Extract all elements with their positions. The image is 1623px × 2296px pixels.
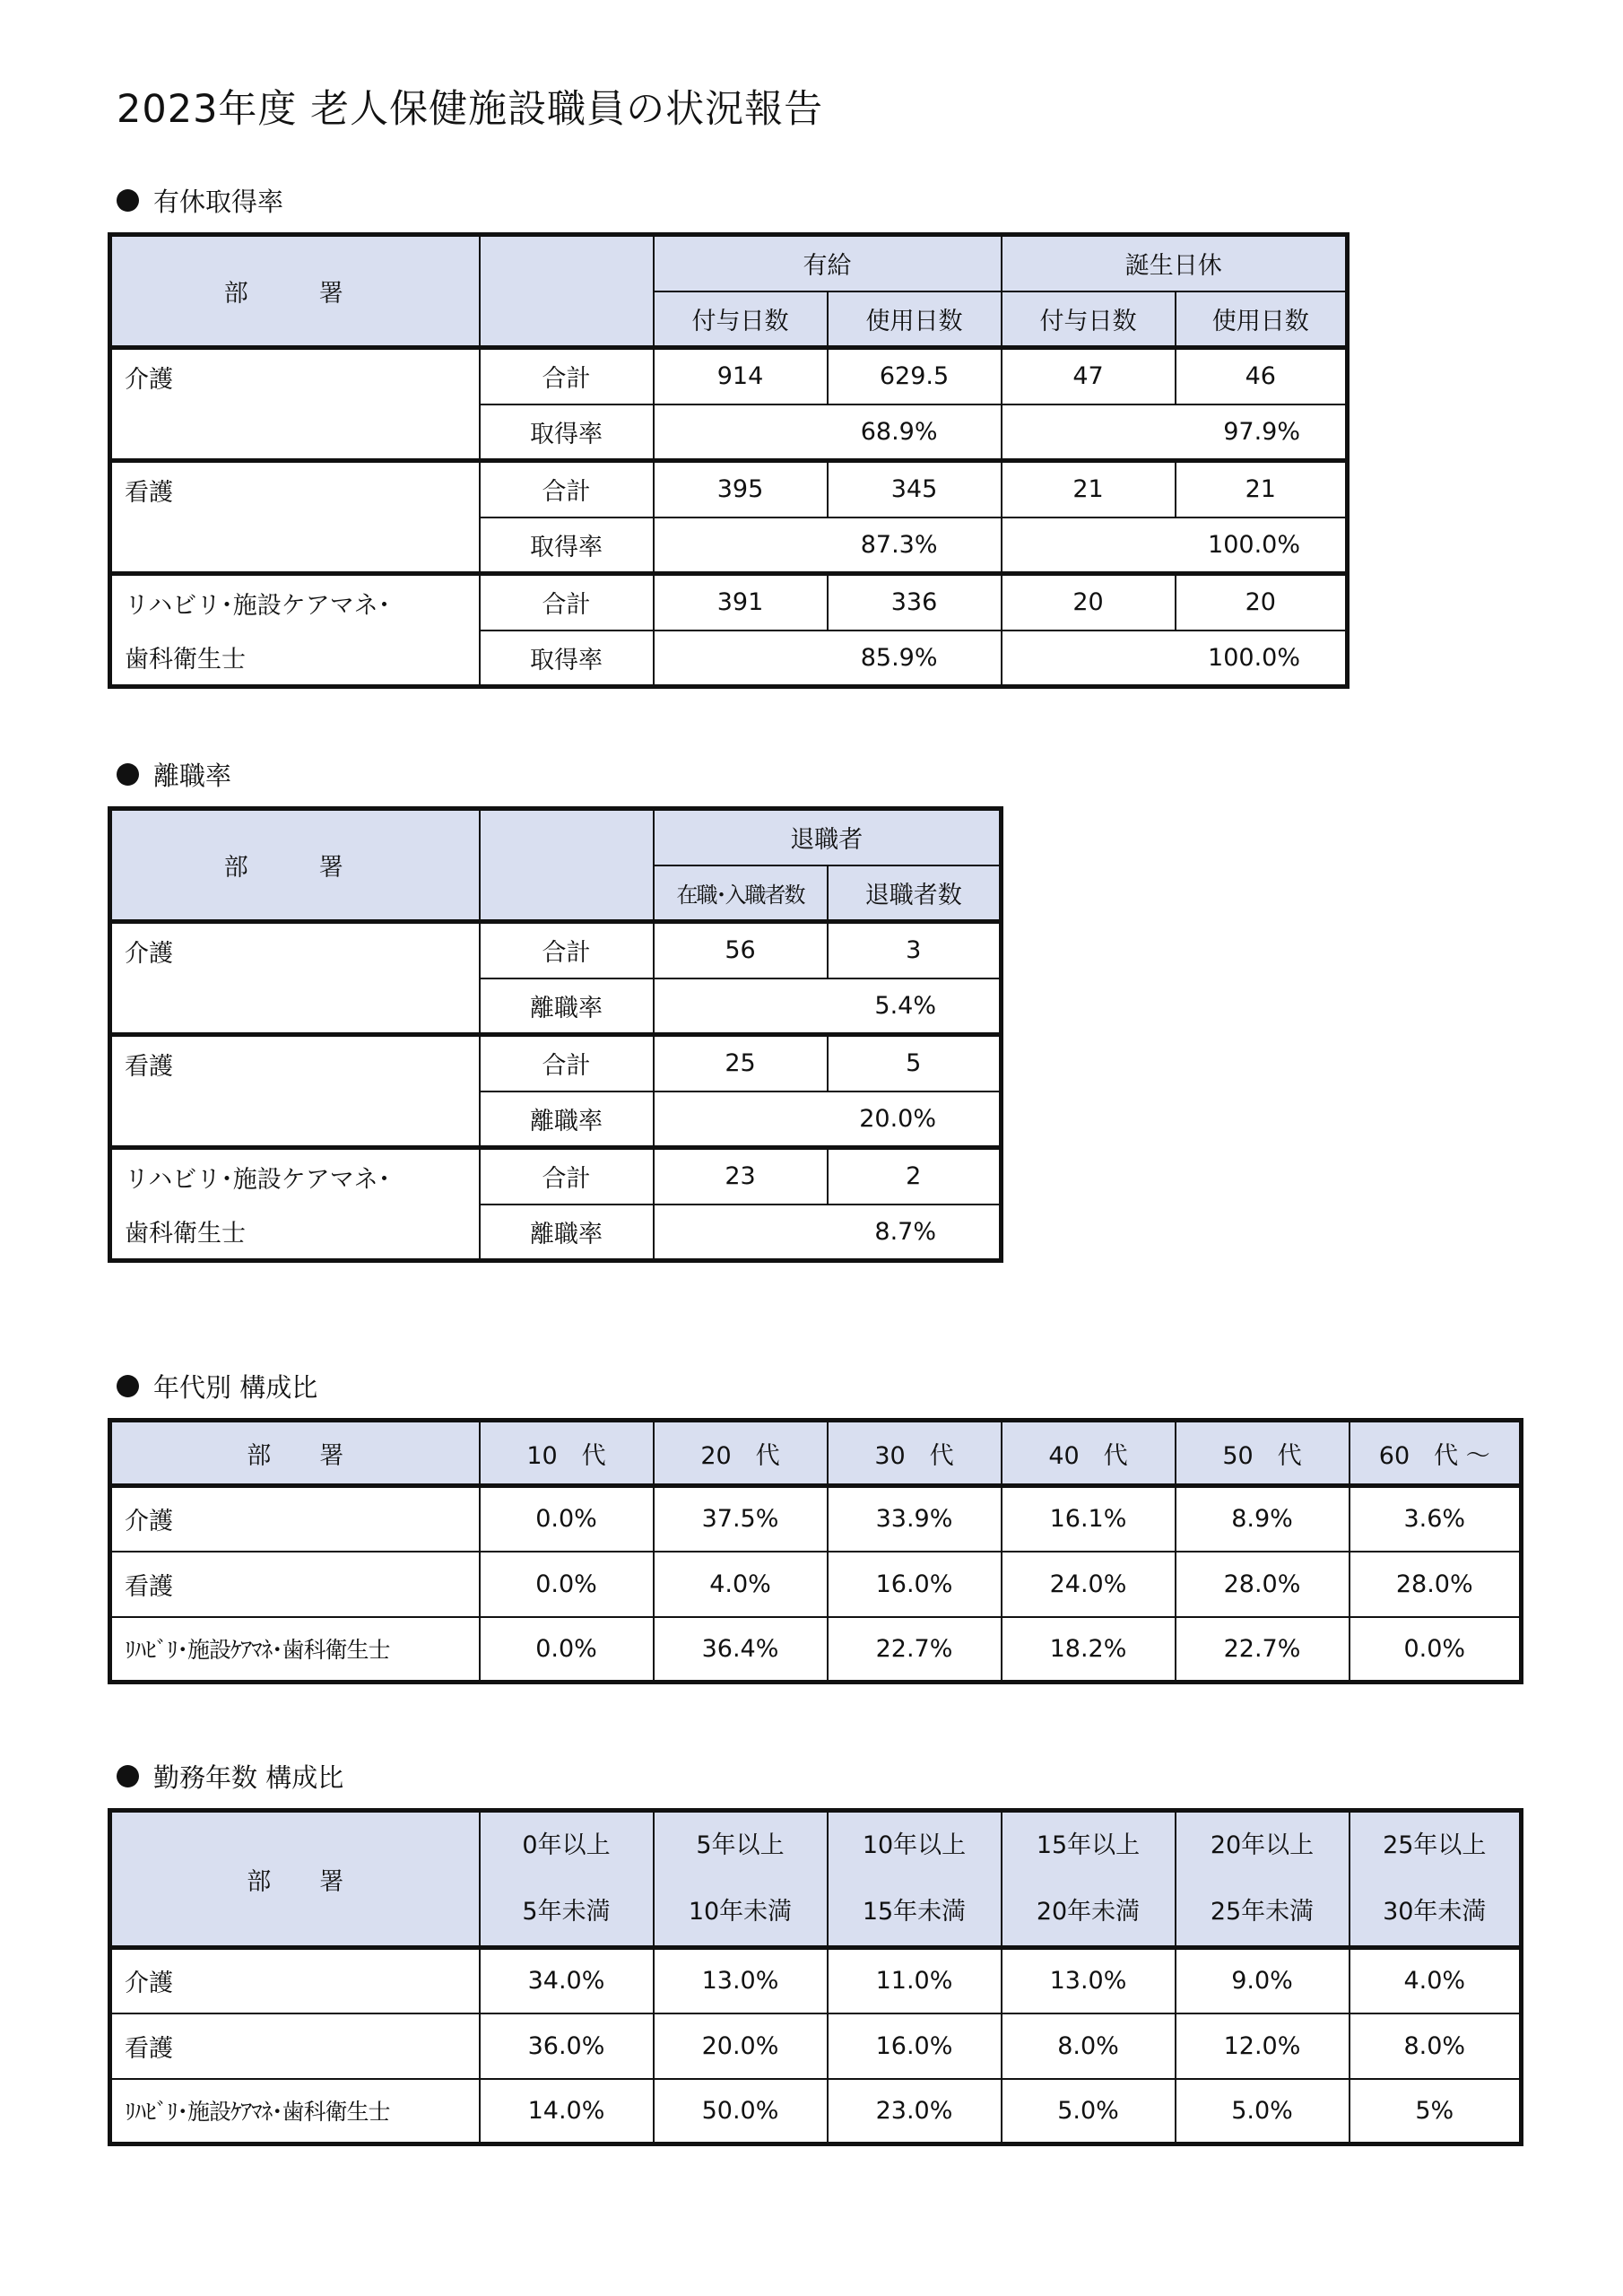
value-cell: 47 <box>1002 348 1176 404</box>
value-cell: 3.6% <box>1350 1486 1522 1552</box>
dept-cell-cont: 歯科衛生士 <box>110 1205 480 1261</box>
rate-cell: 8.7% <box>654 1205 1002 1261</box>
value-cell: 5.0% <box>1002 2079 1176 2144</box>
col-header-age: 60 代 ～ <box>1350 1421 1522 1486</box>
dept-cell: 介護 <box>110 1486 480 1552</box>
col-header-age: 10 代 <box>480 1421 654 1486</box>
dept-cell-cont: 歯科衛生士 <box>110 631 480 687</box>
group-header-retired: 退職者 <box>654 809 1002 865</box>
value-cell: 22.7% <box>828 1617 1002 1683</box>
value-cell: 21 <box>1002 461 1176 517</box>
col-header-retired: 退職者数 <box>828 865 1002 922</box>
dept-cell: 介護 <box>110 348 480 404</box>
col-header-tenure: 25年以上 30年未満 <box>1350 1811 1522 1948</box>
label-rate: 離職率 <box>480 978 654 1035</box>
value-cell: 25 <box>654 1035 828 1091</box>
value-cell: 33.9% <box>828 1486 1002 1552</box>
value-cell: 50.0% <box>654 2079 828 2144</box>
value-cell: 5% <box>1350 2079 1522 2144</box>
section-heading-label: 離職率 <box>153 761 232 791</box>
label-rate: 取得率 <box>480 517 654 574</box>
label-total: 合計 <box>480 922 654 978</box>
dept-cell: 介護 <box>110 1948 480 2013</box>
value-cell: 28.0% <box>1350 1552 1522 1617</box>
dept-header: 部 署 <box>110 809 480 922</box>
rate-cell: 5.4% <box>654 978 1002 1035</box>
bullet-icon <box>117 189 139 212</box>
value-cell: 14.0% <box>480 2079 654 2144</box>
value-cell: 21 <box>1176 461 1348 517</box>
dept-cell: 看護 <box>110 1035 480 1091</box>
value-cell: 28.0% <box>1176 1552 1350 1617</box>
value-cell: 20 <box>1002 574 1176 631</box>
bullet-icon <box>117 1375 139 1397</box>
turnover-table <box>108 806 1003 1263</box>
bullet-icon <box>117 763 139 786</box>
dept-cell: 看護 <box>110 2013 480 2079</box>
col-header-used: 使用日数 <box>828 291 1002 348</box>
col-header-used: 使用日数 <box>1176 291 1348 348</box>
dept-cell: リハビリ･施設ケアマネ･ <box>110 574 480 631</box>
value-cell: 4.0% <box>1350 1948 1522 2013</box>
value-cell: 8.9% <box>1176 1486 1350 1552</box>
value-cell: 34.0% <box>480 1948 654 2013</box>
dept-cell: 介護 <box>110 922 480 978</box>
value-cell: 16.0% <box>828 2013 1002 2079</box>
label-total: 合計 <box>480 1035 654 1091</box>
value-cell: 11.0% <box>828 1948 1002 2013</box>
value-cell: 5 <box>828 1035 1002 1091</box>
label-total: 合計 <box>480 574 654 631</box>
dept-cell-cont <box>110 404 480 461</box>
age-table <box>108 1418 1523 1684</box>
value-cell: 12.0% <box>1176 2013 1350 2079</box>
rate-cell: 87.3% <box>654 517 1002 574</box>
col-header-tenure: 20年以上 25年未満 <box>1176 1811 1350 1948</box>
col-header-tenure: 0年以上 5年未満 <box>480 1811 654 1948</box>
value-cell: 3 <box>828 922 1002 978</box>
value-cell: 0.0% <box>480 1617 654 1683</box>
dept-cell-cont <box>110 517 480 574</box>
blank-header <box>480 235 654 348</box>
rate-cell: 68.9% <box>654 404 1002 461</box>
value-cell: 36.0% <box>480 2013 654 2079</box>
value-cell: 629.5 <box>828 348 1002 404</box>
value-cell: 5.0% <box>1176 2079 1350 2144</box>
label-total: 合計 <box>480 1148 654 1205</box>
dept-cell: 看護 <box>110 461 480 517</box>
section-heading-age <box>117 1368 317 1405</box>
value-cell: 0.0% <box>1350 1617 1522 1683</box>
value-cell: 8.0% <box>1350 2013 1522 2079</box>
value-cell: 391 <box>654 574 828 631</box>
section-heading-turnover <box>117 756 231 793</box>
section-heading-label: 年代別 構成比 <box>153 1372 318 1403</box>
value-cell: 16.0% <box>828 1552 1002 1617</box>
group-header-birthday: 誕生日休 <box>1002 235 1348 291</box>
value-cell: 0.0% <box>480 1486 654 1552</box>
dept-cell: ﾘﾊﾋﾞﾘ･施設ｹｱﾏﾈ･歯科衛生士 <box>110 1617 480 1683</box>
section-heading-label: 有休取得率 <box>153 187 284 217</box>
col-header-age: 20 代 <box>654 1421 828 1486</box>
rate-cell: 97.9% <box>1002 404 1348 461</box>
value-cell: 22.7% <box>1176 1617 1350 1683</box>
value-cell: 395 <box>654 461 828 517</box>
leave-table <box>108 232 1350 689</box>
value-cell: 9.0% <box>1176 1948 1350 2013</box>
value-cell: 8.0% <box>1002 2013 1176 2079</box>
value-cell: 336 <box>828 574 1002 631</box>
group-header-paid: 有給 <box>654 235 1002 291</box>
value-cell: 23.0% <box>828 2079 1002 2144</box>
col-header-tenure: 10年以上 15年未満 <box>828 1811 1002 1948</box>
label-total: 合計 <box>480 461 654 517</box>
value-cell: 345 <box>828 461 1002 517</box>
section-heading-tenure <box>117 1758 343 1795</box>
dept-header: 部 署 <box>110 1421 480 1486</box>
label-rate: 取得率 <box>480 631 654 687</box>
value-cell: 24.0% <box>1002 1552 1176 1617</box>
section-heading-leave <box>117 182 283 219</box>
dept-cell-cont <box>110 1091 480 1148</box>
page-title: 2023年度 老人保健施設職員の状況報告 <box>117 87 824 132</box>
col-header-age: 30 代 <box>828 1421 1002 1486</box>
section-heading-label: 勤務年数 構成比 <box>153 1762 344 1793</box>
label-rate: 離職率 <box>480 1205 654 1261</box>
blank-header <box>480 809 654 922</box>
value-cell: 20.0% <box>654 2013 828 2079</box>
dept-cell-cont <box>110 978 480 1035</box>
value-cell: 46 <box>1176 348 1348 404</box>
label-rate: 離職率 <box>480 1091 654 1148</box>
label-rate: 取得率 <box>480 404 654 461</box>
bullet-icon <box>117 1765 139 1787</box>
col-header-staff: 在職･入職者数 <box>654 865 828 922</box>
value-cell: 4.0% <box>654 1552 828 1617</box>
tenure-table <box>108 1808 1523 2146</box>
col-header-tenure: 5年以上 10年未満 <box>654 1811 828 1948</box>
rate-cell: 85.9% <box>654 631 1002 687</box>
value-cell: 37.5% <box>654 1486 828 1552</box>
value-cell: 18.2% <box>1002 1617 1176 1683</box>
label-total: 合計 <box>480 348 654 404</box>
col-header-given: 付与日数 <box>654 291 828 348</box>
value-cell: 36.4% <box>654 1617 828 1683</box>
value-cell: 914 <box>654 348 828 404</box>
value-cell: 16.1% <box>1002 1486 1176 1552</box>
col-header-given: 付与日数 <box>1002 291 1176 348</box>
value-cell: 0.0% <box>480 1552 654 1617</box>
value-cell: 13.0% <box>654 1948 828 2013</box>
rate-cell: 100.0% <box>1002 517 1348 574</box>
col-header-age: 50 代 <box>1176 1421 1350 1486</box>
dept-cell: ﾘﾊﾋﾞﾘ･施設ｹｱﾏﾈ･歯科衛生士 <box>110 2079 480 2144</box>
dept-cell: リハビリ･施設ケアマネ･ <box>110 1148 480 1205</box>
rate-cell: 20.0% <box>654 1091 1002 1148</box>
value-cell: 20 <box>1176 574 1348 631</box>
dept-header: 部 署 <box>110 1811 480 1948</box>
value-cell: 13.0% <box>1002 1948 1176 2013</box>
value-cell: 23 <box>654 1148 828 1205</box>
dept-header: 部 署 <box>110 235 480 348</box>
value-cell: 56 <box>654 922 828 978</box>
dept-cell: 看護 <box>110 1552 480 1617</box>
value-cell: 2 <box>828 1148 1002 1205</box>
rate-cell: 100.0% <box>1002 631 1348 687</box>
col-header-tenure: 15年以上 20年未満 <box>1002 1811 1176 1948</box>
col-header-age: 40 代 <box>1002 1421 1176 1486</box>
